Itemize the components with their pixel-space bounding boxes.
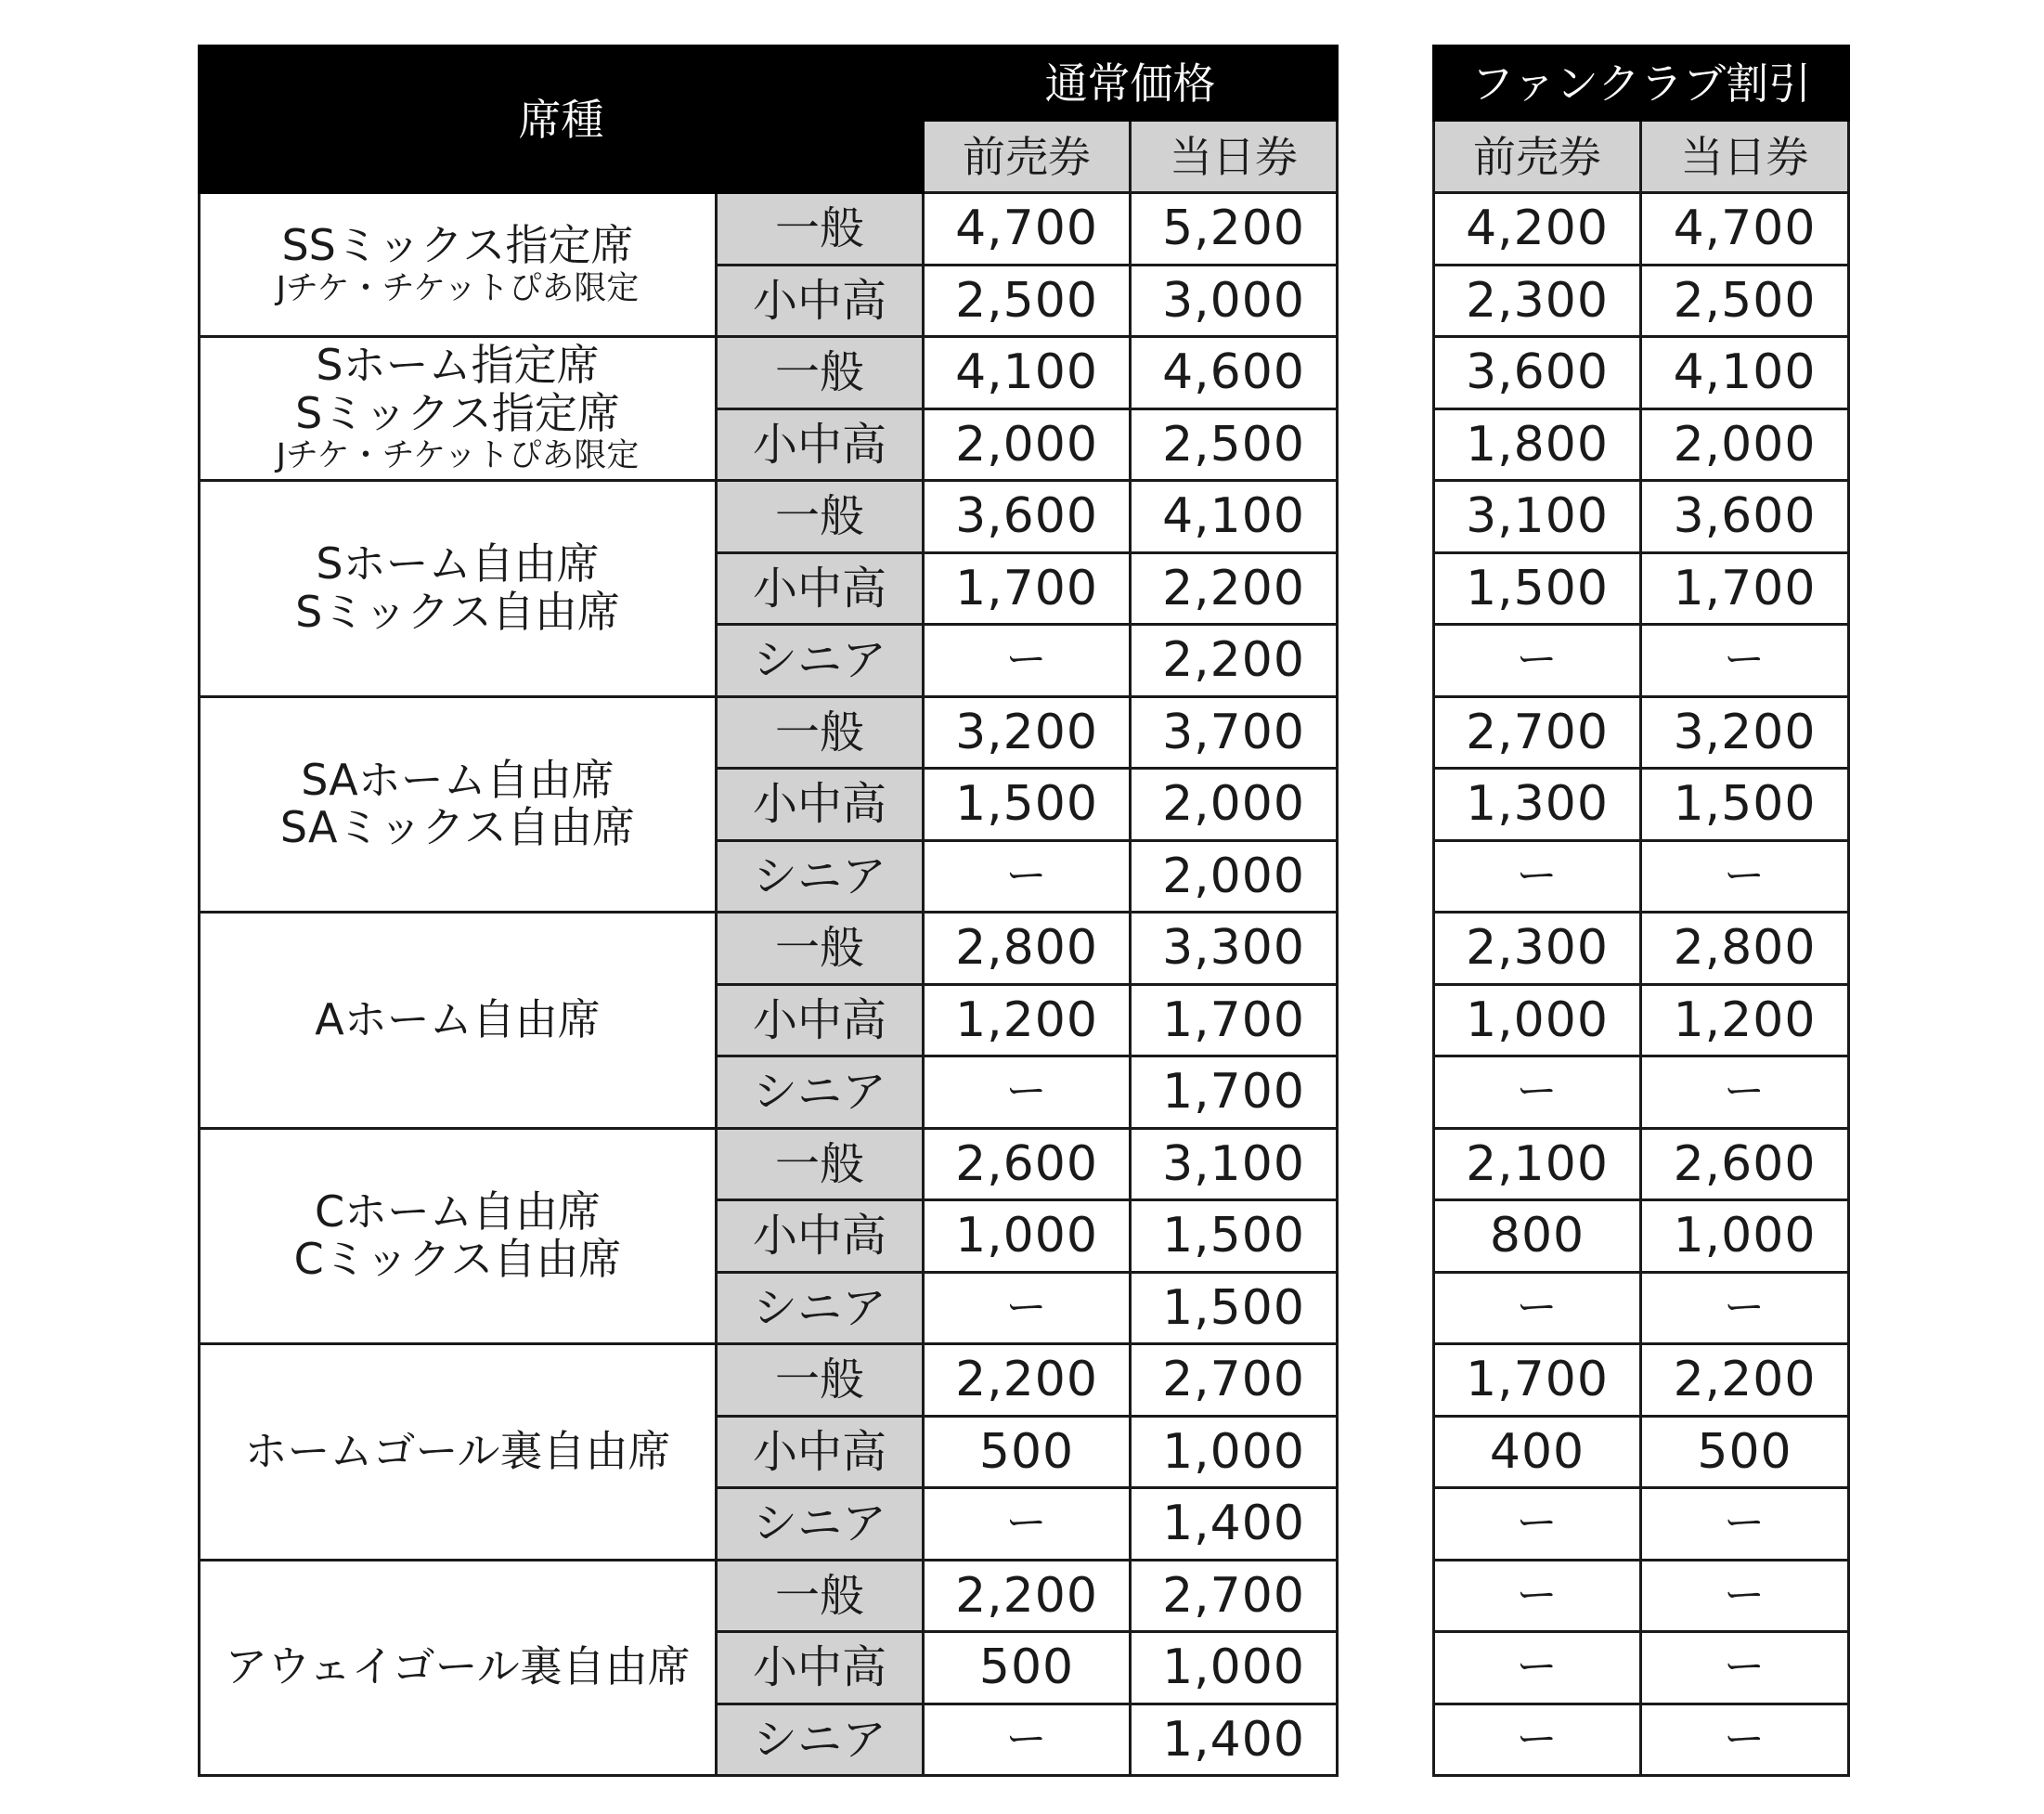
fc-same-day-price-cell: 1,500 <box>1641 769 1849 841</box>
table-row <box>1434 1272 1849 1344</box>
seat-sales-note: Jチケ・チケットぴあ限定 <box>276 269 640 307</box>
fanclub-discount-header: ファンクラブ割引 <box>1434 46 1849 121</box>
advance-price-cell: ー <box>924 1272 1131 1344</box>
fc-same-day-price-cell: ー <box>1641 1632 1849 1704</box>
same-day-price-cell: 1,000 <box>1131 1416 1338 1488</box>
table-row <box>200 696 1338 769</box>
buyer-category-cell: 一般 <box>717 1560 924 1632</box>
fc-advance-price-cell: 1,700 <box>1434 1344 1641 1417</box>
fc-advance-price-cell: 800 <box>1434 1200 1641 1273</box>
buyer-category-cell: 一般 <box>717 1128 924 1200</box>
seat-type-header: 席種 <box>200 46 924 193</box>
fc-same-day-price-cell: ー <box>1641 1704 1849 1776</box>
seat-type-cell <box>200 1344 717 1561</box>
fanclub-price-rows <box>1434 193 1849 1776</box>
same-day-price-cell: 1,500 <box>1131 1200 1338 1273</box>
fc-same-day-price-cell: 4,700 <box>1641 193 1849 266</box>
advance-price-cell: 3,200 <box>924 696 1131 769</box>
advance-price-cell: 4,700 <box>924 193 1131 266</box>
advance-price-cell: ー <box>924 840 1131 913</box>
seat-sales-note: Jチケ・チケットぴあ限定 <box>276 437 640 475</box>
fc-advance-price-cell: 400 <box>1434 1416 1641 1488</box>
fc-advance-price-cell: ー <box>1434 1056 1641 1129</box>
same-day-price-cell: 1,500 <box>1131 1272 1338 1344</box>
advance-price-cell: 500 <box>924 1632 1131 1704</box>
advance-price-cell: ー <box>924 1704 1131 1776</box>
buyer-category-cell: シニア <box>717 1056 924 1129</box>
fc-advance-price-cell: 2,100 <box>1434 1128 1641 1200</box>
advance-price-cell: 500 <box>924 1416 1131 1488</box>
buyer-category-cell: 小中高 <box>717 265 924 337</box>
fc-same-day-price-cell: 2,800 <box>1641 913 1849 985</box>
fc-same-day-price-cell: 1,000 <box>1641 1200 1849 1273</box>
same-day-price-cell: 2,500 <box>1131 408 1338 481</box>
seat-type-cell <box>200 337 717 481</box>
advance-price-cell: 1,500 <box>924 769 1131 841</box>
advance-price-cell: 4,100 <box>924 337 1131 409</box>
advance-price-cell: 2,500 <box>924 265 1131 337</box>
same-day-price-cell: 1,400 <box>1131 1704 1338 1776</box>
advance-price-cell: 1,000 <box>924 1200 1131 1273</box>
advance-price-cell: ー <box>924 1488 1131 1561</box>
table-row <box>1434 1632 1849 1704</box>
price-rows <box>200 193 1338 1776</box>
buyer-category-cell: シニア <box>717 840 924 913</box>
buyer-category-cell: 小中高 <box>717 408 924 481</box>
fc-same-day-price-cell: ー <box>1641 1272 1849 1344</box>
table-row <box>1434 1488 1849 1561</box>
fc-same-day-price-cell: 2,000 <box>1641 408 1849 481</box>
same-day-price-cell: 3,100 <box>1131 1128 1338 1200</box>
fc-advance-price-cell: 2,300 <box>1434 913 1641 985</box>
same-day-price-cell: 1,700 <box>1131 1056 1338 1129</box>
fc-same-day-ticket-header: 当日券 <box>1641 121 1849 193</box>
fc-advance-price-cell: 1,800 <box>1434 408 1641 481</box>
fc-same-day-price-cell: 1,700 <box>1641 552 1849 625</box>
same-day-price-cell: 3,300 <box>1131 913 1338 985</box>
fc-advance-price-cell: 3,100 <box>1434 481 1641 553</box>
buyer-category-cell: 小中高 <box>717 552 924 625</box>
table-row <box>200 337 1338 409</box>
buyer-category-cell: シニア <box>717 1488 924 1561</box>
fc-same-day-price-cell: ー <box>1641 1560 1849 1632</box>
same-day-price-cell: 1,700 <box>1131 984 1338 1056</box>
regular-price-table <box>198 45 1339 1777</box>
fc-advance-price-cell: 1,500 <box>1434 552 1641 625</box>
fc-advance-price-cell: ー <box>1434 1704 1641 1776</box>
table-row <box>1434 1128 1849 1200</box>
buyer-category-cell: 一般 <box>717 913 924 985</box>
regular-price-header: 通常価格 <box>924 46 1338 121</box>
same-day-price-cell: 2,700 <box>1131 1560 1338 1632</box>
seat-type-cell <box>200 1128 717 1344</box>
fc-advance-price-cell: ー <box>1434 1488 1641 1561</box>
same-day-price-cell: 3,000 <box>1131 265 1338 337</box>
seat-type-name: アウェイゴール裏自由席 <box>225 1641 691 1692</box>
table-row <box>1434 769 1849 841</box>
fc-advance-price-cell: 2,700 <box>1434 696 1641 769</box>
seat-type-name: Cホーム自由席 <box>314 1186 602 1237</box>
table-row <box>1434 1416 1849 1488</box>
table-row <box>1434 408 1849 481</box>
table-row <box>200 913 1338 985</box>
buyer-category-cell: 小中高 <box>717 1632 924 1704</box>
buyer-category-cell: 小中高 <box>717 1200 924 1273</box>
table-row <box>1434 840 1849 913</box>
advance-ticket-header: 前売券 <box>924 121 1131 193</box>
same-day-price-cell: 3,700 <box>1131 696 1338 769</box>
same-day-price-cell: 2,000 <box>1131 769 1338 841</box>
fc-same-day-price-cell: 3,600 <box>1641 481 1849 553</box>
advance-price-cell: 1,700 <box>924 552 1131 625</box>
buyer-category-cell: 一般 <box>717 1344 924 1417</box>
table-row <box>1434 696 1849 769</box>
advance-price-cell: 2,200 <box>924 1344 1131 1417</box>
seat-type-name: Sホーム自由席 <box>316 538 600 590</box>
seat-type-cell <box>200 193 717 337</box>
buyer-category-cell: シニア <box>717 1272 924 1344</box>
advance-price-cell: ー <box>924 1056 1131 1129</box>
table-row <box>200 193 1338 266</box>
fc-advance-price-cell: ー <box>1434 1560 1641 1632</box>
advance-price-cell: ー <box>924 625 1131 697</box>
same-day-price-cell: 2,200 <box>1131 552 1338 625</box>
advance-price-cell: 1,200 <box>924 984 1131 1056</box>
fc-advance-price-cell: 4,200 <box>1434 193 1641 266</box>
fanclub-discount-table <box>1432 45 1850 1777</box>
buyer-category-cell: シニア <box>717 625 924 697</box>
fc-same-day-price-cell: 2,600 <box>1641 1128 1849 1200</box>
fc-same-day-price-cell: 2,200 <box>1641 1344 1849 1417</box>
table-row <box>200 1560 1338 1632</box>
table-row <box>200 1128 1338 1200</box>
advance-price-cell: 2,000 <box>924 408 1131 481</box>
advance-price-cell: 2,200 <box>924 1560 1131 1632</box>
buyer-category-cell: シニア <box>717 1704 924 1776</box>
fc-advance-price-cell: ー <box>1434 1272 1641 1344</box>
advance-price-cell: 2,600 <box>924 1128 1131 1200</box>
table-row <box>1434 337 1849 409</box>
fc-same-day-price-cell: 1,200 <box>1641 984 1849 1056</box>
fc-advance-ticket-header: 前売券 <box>1434 121 1641 193</box>
same-day-price-cell: 2,000 <box>1131 840 1338 913</box>
seat-type-name: SAホーム自由席 <box>301 754 614 805</box>
seat-type-cell <box>200 481 717 697</box>
table-row <box>1434 984 1849 1056</box>
fc-same-day-price-cell: ー <box>1641 1056 1849 1129</box>
table-row <box>1434 193 1849 266</box>
same-day-price-cell: 4,100 <box>1131 481 1338 553</box>
fc-advance-price-cell: ー <box>1434 1632 1641 1704</box>
seat-type-name: Cミックス自由席 <box>293 1234 622 1285</box>
seat-type-name: Sホーム指定席 <box>316 340 600 391</box>
fc-advance-price-cell: 1,300 <box>1434 769 1641 841</box>
seat-type-name: Sミックス指定席 <box>295 387 620 438</box>
seat-type-cell <box>200 913 717 1129</box>
same-day-ticket-header: 当日券 <box>1131 121 1338 193</box>
table-row <box>1434 1704 1849 1776</box>
seat-type-name: SAミックス自由席 <box>279 802 636 853</box>
same-day-price-cell: 5,200 <box>1131 193 1338 266</box>
fc-same-day-price-cell: 500 <box>1641 1416 1849 1488</box>
table-row <box>1434 625 1849 697</box>
seat-type-name: Sミックス自由席 <box>295 586 620 637</box>
table-row <box>1434 1056 1849 1129</box>
same-day-price-cell: 1,000 <box>1131 1632 1338 1704</box>
table-row <box>1434 913 1849 985</box>
fc-same-day-price-cell: ー <box>1641 840 1849 913</box>
same-day-price-cell: 2,700 <box>1131 1344 1338 1417</box>
advance-price-cell: 3,600 <box>924 481 1131 553</box>
buyer-category-cell: 一般 <box>717 696 924 769</box>
fc-advance-price-cell: 1,000 <box>1434 984 1641 1056</box>
table-row <box>200 1344 1338 1417</box>
fc-same-day-price-cell: ー <box>1641 625 1849 697</box>
buyer-category-cell: 小中高 <box>717 984 924 1056</box>
table-row <box>1434 481 1849 553</box>
fc-advance-price-cell: 3,600 <box>1434 337 1641 409</box>
fc-same-day-price-cell: 2,500 <box>1641 265 1849 337</box>
fc-same-day-price-cell: 4,100 <box>1641 337 1849 409</box>
table-row <box>1434 1560 1849 1632</box>
table-row <box>1434 1200 1849 1273</box>
fc-advance-price-cell: 2,300 <box>1434 265 1641 337</box>
buyer-category-cell: 一般 <box>717 337 924 409</box>
buyer-category-cell: 一般 <box>717 193 924 266</box>
same-day-price-cell: 2,200 <box>1131 625 1338 697</box>
table-row <box>200 481 1338 553</box>
fc-advance-price-cell: ー <box>1434 625 1641 697</box>
seat-type-name: ホームゴール裏自由席 <box>244 1425 671 1476</box>
table-row <box>1434 552 1849 625</box>
fc-same-day-price-cell: 3,200 <box>1641 696 1849 769</box>
fc-advance-price-cell: ー <box>1434 840 1641 913</box>
seat-type-name: SSミックス指定席 <box>281 220 634 271</box>
seat-type-name: Aホーム自由席 <box>315 993 601 1044</box>
buyer-category-cell: 小中高 <box>717 769 924 841</box>
advance-price-cell: 2,800 <box>924 913 1131 985</box>
fc-same-day-price-cell: ー <box>1641 1488 1849 1561</box>
seat-type-cell <box>200 1560 717 1776</box>
seat-type-cell <box>200 696 717 913</box>
table-row <box>1434 265 1849 337</box>
buyer-category-cell: 小中高 <box>717 1416 924 1488</box>
buyer-category-cell: 一般 <box>717 481 924 553</box>
table-row <box>1434 1344 1849 1417</box>
same-day-price-cell: 1,400 <box>1131 1488 1338 1561</box>
same-day-price-cell: 4,600 <box>1131 337 1338 409</box>
